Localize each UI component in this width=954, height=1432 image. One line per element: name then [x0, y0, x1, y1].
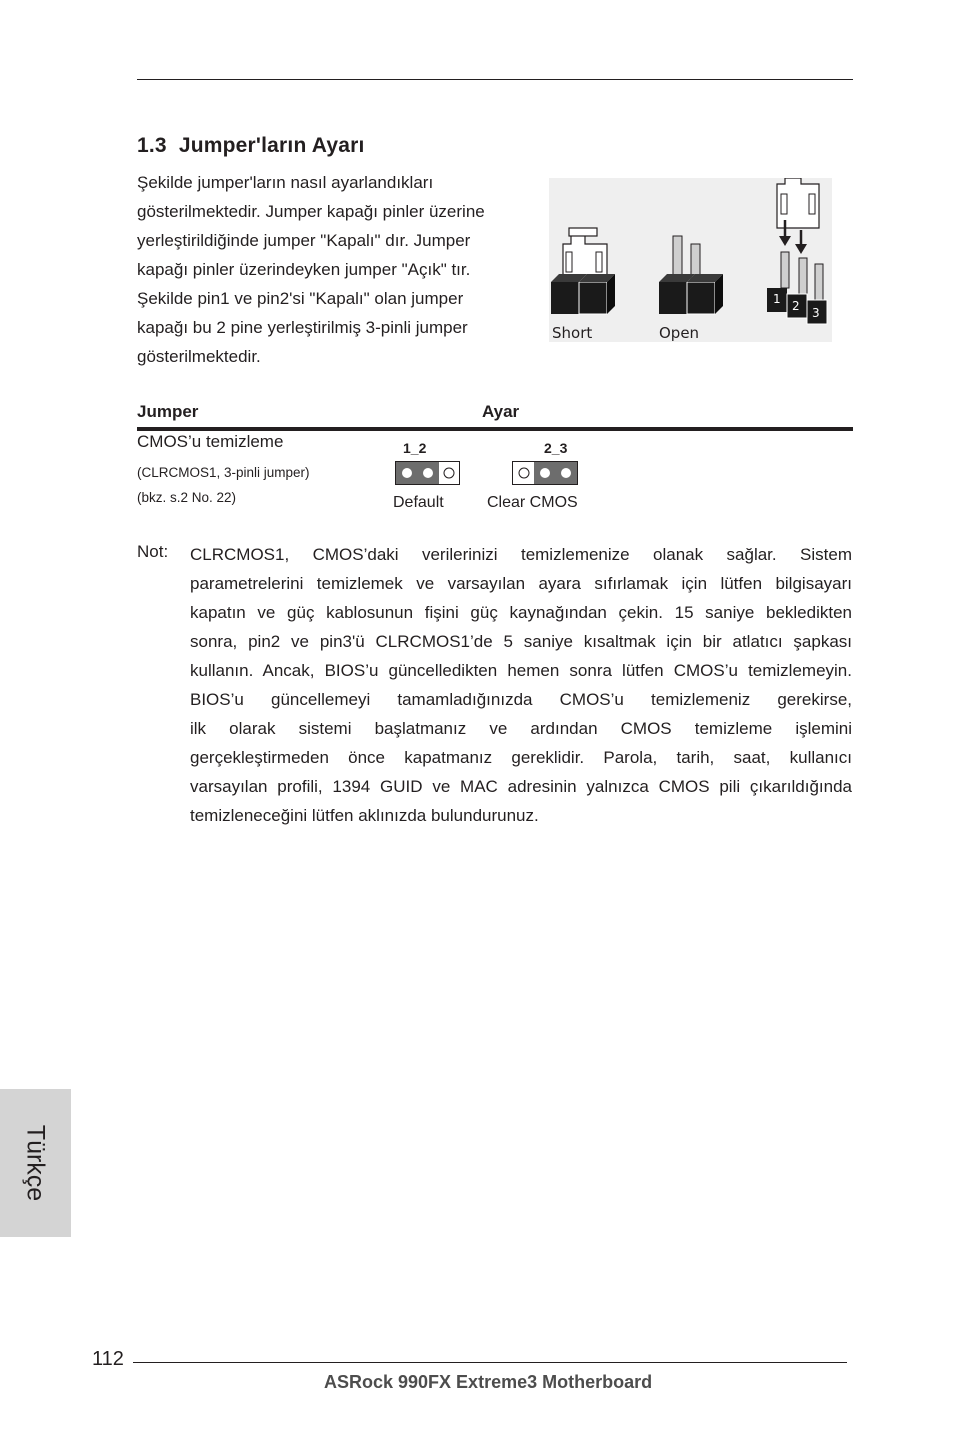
- table-header-jumper: Jumper: [137, 402, 199, 421]
- default-pins-label: 1_2: [403, 440, 427, 456]
- section-heading: Jumper'ların Ayarı: [178, 134, 365, 157]
- note-line: kapatın ve güç kablosunun fişini güç kaynağından çekin. 15 saniye bekledikten: [190, 603, 852, 622]
- table-rule: [137, 427, 853, 431]
- note-line: temizleneceğini lütfen aklınızda bulundurunuz.: [190, 806, 539, 825]
- note-line: CLRCMOS1, CMOS’daki verilerinizi temizlemenize olanak sağlar. Sistem: [190, 545, 852, 564]
- intro-line: gösterilmektedir.: [137, 347, 261, 366]
- note-body: [190, 540, 852, 830]
- note-line: ilk olarak sistemi başlatmanız ve ardından CMOS temizleme işlemini: [190, 719, 852, 738]
- intro-paragraph: [137, 168, 537, 371]
- intro-line: Şekilde pin1 ve pin2'si "Kapalı" olan jumper: [137, 289, 464, 308]
- section-number: 1.3: [137, 134, 167, 157]
- note-line: parametrelerini temizlemek ve varsayılan ayara sıfırlamak için lütfen bilgisayarı: [190, 574, 852, 593]
- default-pin-diagram: [395, 461, 460, 485]
- pin-number-1: 1: [773, 292, 781, 306]
- note-label: Not:: [137, 542, 169, 561]
- note-line: gerçekleştirmeden önce kapatmanız gereklidir. Parola, tarih, saat, kullanıcı: [190, 748, 852, 767]
- bottom-rule: [133, 1362, 847, 1363]
- clear-pins-label: 2_3: [544, 440, 568, 456]
- intro-line: kapağı bu 2 pine yerleştirilmiş 3-pinli jumper: [137, 318, 468, 337]
- jumper-name: CMOS’u temizleme: [137, 432, 284, 451]
- three-pin-jumper-illustration: [767, 178, 827, 324]
- note-line: kullanın. Ancak, BIOS’u güncelledikten hemen sonra lütfen CMOS’u temizlemeyin.: [190, 661, 852, 680]
- clear-cmos-caption: Clear CMOS: [487, 494, 578, 511]
- intro-line: gösterilmektedir. Jumper kapağı pinler üzerine: [137, 202, 485, 221]
- table-header-setting: Ayar: [482, 402, 520, 421]
- open-label: Open: [659, 324, 700, 342]
- jumper-reference: (bkz. s.2 No. 22): [137, 490, 237, 505]
- default-caption: Default: [393, 494, 444, 511]
- page-number: 112: [92, 1348, 124, 1370]
- jumper-illustration: [549, 178, 832, 342]
- section-title: [137, 134, 364, 158]
- note-line: varsayılan profili, 1394 GUID ve MAC adresinin yalnızca CMOS pili çıkarıldığında: [190, 777, 852, 796]
- short-label: Short: [552, 324, 593, 342]
- clear-cmos-pin-diagram: [512, 461, 578, 485]
- pin-number-2: 2: [792, 299, 800, 313]
- note-line: BIOS’u güncellemeyi tamamladığınızda CMOS’u temizlemeniz gerekirse,: [190, 690, 852, 709]
- top-rule: [137, 79, 853, 80]
- short-jumper-illustration: [551, 228, 615, 314]
- open-jumper-illustration: [659, 236, 723, 314]
- intro-line: kapağı pinler üzerindeyken jumper "Açık" tır.: [137, 260, 471, 279]
- note-line: sonra, pin2 ve pin3'ü CLRCMOS1’de 5 saniye kısaltmak için bir atlatıcı şapkası: [190, 632, 852, 651]
- jumper-detail: (CLRCMOS1, 3-pinli jumper): [137, 465, 310, 480]
- intro-line: yerleştirildiğinde jumper "Kapalı" dır. Jumper: [137, 231, 471, 250]
- footer-product: ASRock 990FX Extreme3 Motherboard: [324, 1372, 653, 1392]
- intro-line: Şekilde jumper'ların nasıl ayarlandıkları: [137, 173, 434, 192]
- jumper-figure: [549, 178, 832, 342]
- language-tab-label: Türkçe: [21, 1124, 50, 1202]
- pin-number-3: 3: [812, 306, 820, 320]
